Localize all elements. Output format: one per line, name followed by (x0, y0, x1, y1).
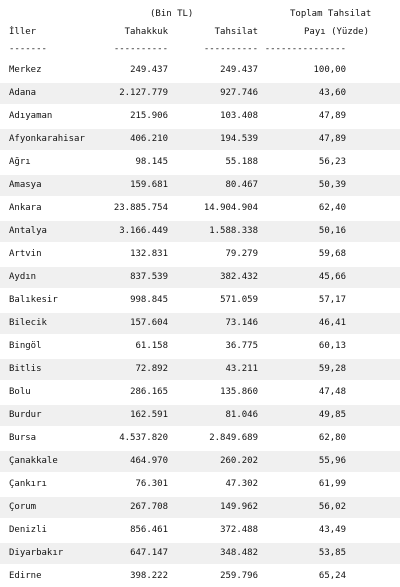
tahsilat-cell: 194.539 (220, 134, 258, 144)
il-cell: Burdur (9, 410, 42, 420)
il-cell: Bitlis (9, 364, 42, 374)
tahakkuk-cell: 464.970 (130, 456, 168, 466)
il-separator: ------- (9, 44, 47, 54)
table-row (0, 359, 400, 380)
il-column-header: İller (9, 27, 37, 37)
table-row (0, 129, 400, 150)
il-cell: Bilecik (9, 318, 47, 328)
pay-cell: 43,49 (318, 525, 346, 535)
table-row (0, 83, 400, 104)
pay-cell: 56,02 (318, 502, 346, 512)
tahakkuk-separator: ---------- (113, 44, 168, 54)
tahakkuk-cell: 98.145 (135, 157, 168, 167)
pay-cell: 45,66 (318, 272, 346, 282)
tahakkuk-cell: 3.166.449 (119, 226, 168, 236)
pay-cell: 60,13 (318, 341, 346, 351)
tahakkuk-cell: 2.127.779 (119, 88, 168, 98)
pay-cell: 56,23 (318, 157, 346, 167)
table-row (0, 382, 400, 403)
table-row (0, 152, 400, 173)
tahsilat-cell: 571.059 (220, 295, 258, 305)
tahsilat-cell: 372.488 (220, 525, 258, 535)
il-cell: Ankara (9, 203, 42, 213)
tahakkuk-cell: 132.831 (130, 249, 168, 259)
tahsilat-cell: 348.482 (220, 548, 258, 558)
table-row (0, 497, 400, 518)
table-row (0, 267, 400, 288)
pay-cell: 50,39 (318, 180, 346, 190)
table-row (0, 244, 400, 265)
pay-cell: 53,85 (318, 548, 346, 558)
pay-cell: 55,96 (318, 456, 346, 466)
il-cell: Çorum (9, 502, 37, 512)
tahakkuk-cell: 406.210 (130, 134, 168, 144)
pay-cell: 43,60 (318, 88, 346, 98)
tahakkuk-cell: 72.892 (135, 364, 168, 374)
pay-cell: 47,48 (318, 387, 346, 397)
pay-cell: 49,85 (318, 410, 346, 420)
table-row (0, 221, 400, 242)
table-row (0, 60, 400, 81)
tahakkuk-cell: 998.845 (130, 295, 168, 305)
tahsilat-separator: ---------- (203, 44, 258, 54)
tahsilat-cell: 73.146 (225, 318, 258, 328)
tahakkuk-cell: 162.591 (130, 410, 168, 420)
table-row (0, 474, 400, 495)
pay-header-line2: Payı (Yüzde) (304, 27, 370, 37)
tahsilat-cell: 103.408 (220, 111, 258, 121)
il-cell: Edirne (9, 571, 42, 581)
tahakkuk-cell: 837.539 (130, 272, 168, 282)
il-cell: Bursa (9, 433, 37, 443)
header-row (0, 24, 400, 41)
tahakkuk-cell: 159.681 (130, 180, 168, 190)
tahsilat-cell: 43.211 (225, 364, 258, 374)
il-cell: Balıkesir (9, 295, 58, 305)
table-row (0, 451, 400, 472)
tahsilat-cell: 80.467 (225, 180, 258, 190)
il-cell: Antalya (9, 226, 47, 236)
tahakkuk-cell: 856.461 (130, 525, 168, 535)
pay-header-line1: Toplam Tahsilat (290, 9, 372, 19)
pay-cell: 47,89 (318, 134, 346, 144)
pay-cell: 61,99 (318, 479, 346, 489)
tahsilat-cell: 79.279 (225, 249, 258, 259)
tahakkuk-cell: 61.158 (135, 341, 168, 351)
tahsilat-cell: 55.188 (225, 157, 258, 167)
il-cell: Adıyaman (9, 111, 53, 121)
il-cell: Merkez (9, 65, 42, 75)
il-cell: Artvin (9, 249, 42, 259)
pay-separator: --------------- (264, 44, 346, 54)
il-cell: Aydın (9, 272, 37, 282)
pay-cell: 59,68 (318, 249, 346, 259)
il-cell: Diyarbakır (9, 548, 64, 558)
header-separator (0, 41, 400, 58)
table-row (0, 336, 400, 357)
tahakkuk-cell: 398.222 (130, 571, 168, 581)
tahakkuk-cell: 647.147 (130, 548, 168, 558)
tahsilat-cell: 382.432 (220, 272, 258, 282)
pay-cell: 47,89 (318, 111, 346, 121)
tahsilat-cell: 2.849.689 (209, 433, 258, 443)
tahsilat-cell: 14.904.904 (203, 203, 258, 213)
pay-cell: 62,40 (318, 203, 346, 213)
tahsilat-cell: 149.962 (220, 502, 258, 512)
il-cell: Bingöl (9, 341, 42, 351)
tahsilat-cell: 927.746 (220, 88, 258, 98)
tahakkuk-cell: 249.437 (130, 65, 168, 75)
table-row (0, 175, 400, 196)
tahakkuk-cell: 267.708 (130, 502, 168, 512)
pay-cell: 100,00 (313, 65, 346, 75)
tahakkuk-cell: 157.604 (130, 318, 168, 328)
il-cell: Çanakkale (9, 456, 58, 466)
table-row (0, 520, 400, 541)
pay-cell: 57,17 (318, 295, 346, 305)
pay-cell: 59,28 (318, 364, 346, 374)
table-row (0, 198, 400, 219)
tahakkuk-cell: 215.906 (130, 111, 168, 121)
table-row (0, 313, 400, 334)
unit-label: (Bin TL) (150, 9, 194, 19)
tahsilat-cell: 47.302 (225, 479, 258, 489)
tahakkuk-cell: 76.301 (135, 479, 168, 489)
tahsilat-cell: 36.775 (225, 341, 258, 351)
tahsilat-column-header: Tahsilat (214, 27, 258, 37)
tahakkuk-cell: 23.885.754 (113, 203, 168, 213)
il-cell: Afyonkarahisar (9, 134, 85, 144)
table-row (0, 543, 400, 564)
tahsilat-cell: 81.046 (225, 410, 258, 420)
table-row (0, 405, 400, 426)
il-cell: Bolu (9, 387, 31, 397)
il-cell: Denizli (9, 525, 47, 535)
tahakkuk-column-header: Tahakkuk (124, 27, 168, 37)
table-row (0, 106, 400, 127)
tahakkuk-cell: 286.165 (130, 387, 168, 397)
tahsilat-cell: 249.437 (220, 65, 258, 75)
il-cell: Adana (9, 88, 37, 98)
table-row (0, 290, 400, 311)
tahsilat-cell: 135.860 (220, 387, 258, 397)
il-cell: Çankırı (9, 479, 47, 489)
table-row (0, 566, 400, 587)
header-top-row (0, 6, 400, 23)
tahsilat-cell: 1.588.338 (209, 226, 258, 236)
pay-cell: 50,16 (318, 226, 346, 236)
pay-cell: 62,80 (318, 433, 346, 443)
tahakkuk-cell: 4.537.820 (119, 433, 168, 443)
il-cell: Ağrı (9, 157, 31, 167)
pay-cell: 46,41 (318, 318, 346, 328)
il-cell: Amasya (9, 180, 42, 190)
tahsilat-cell: 260.202 (220, 456, 258, 466)
pay-cell: 65,24 (318, 571, 346, 581)
tahsilat-cell: 259.796 (220, 571, 258, 581)
table-row (0, 428, 400, 449)
